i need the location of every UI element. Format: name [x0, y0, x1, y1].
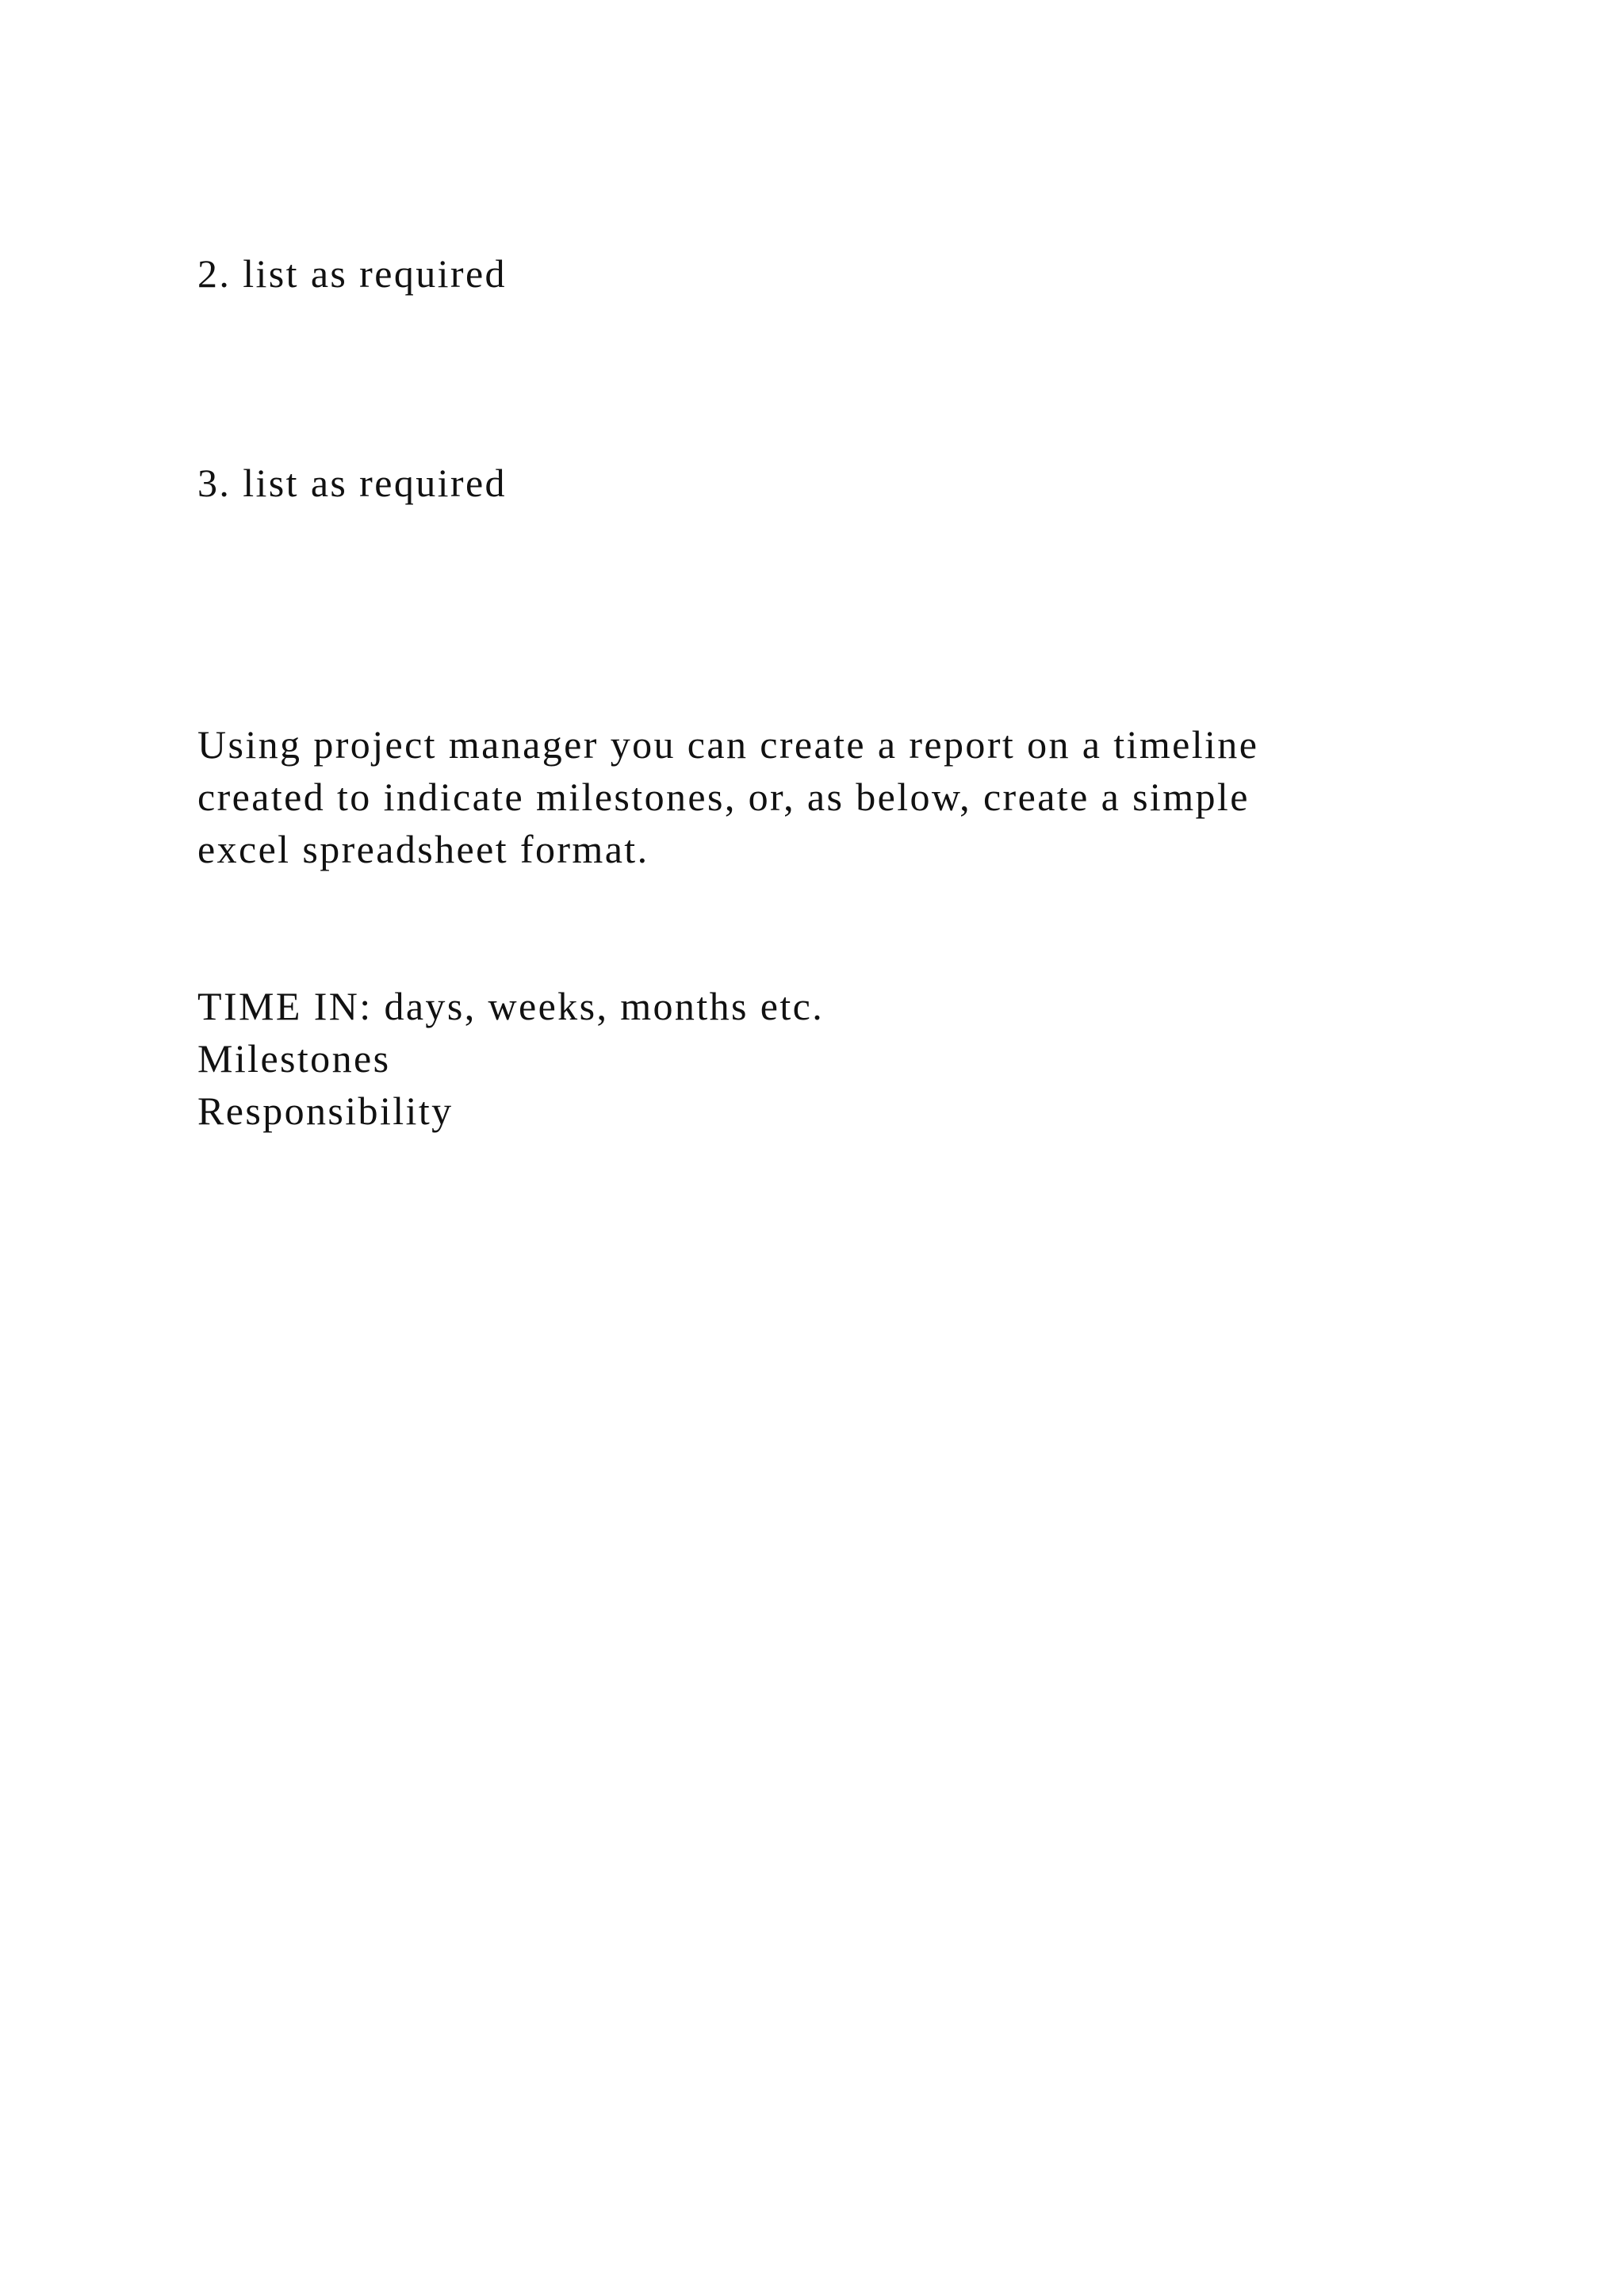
list-item-2: 2. list as required [197, 251, 507, 296]
milestones-label: Milestones [197, 1036, 391, 1081]
table-header-block [197, 980, 824, 1137]
paragraph-line: Using project manager you can create a report on a timeline [197, 722, 1259, 767]
instruction-paragraph [197, 718, 1258, 875]
paragraph-line: excel spreadsheet format. [197, 827, 649, 871]
time-in-label: TIME IN: days, weeks, months etc. [197, 984, 825, 1028]
responsibility-label: Responsibility [197, 1089, 454, 1133]
list-item-3: 3. list as required [197, 461, 507, 505]
paragraph-line: created to indicate milestones, or, as below, create a simple [197, 775, 1250, 819]
